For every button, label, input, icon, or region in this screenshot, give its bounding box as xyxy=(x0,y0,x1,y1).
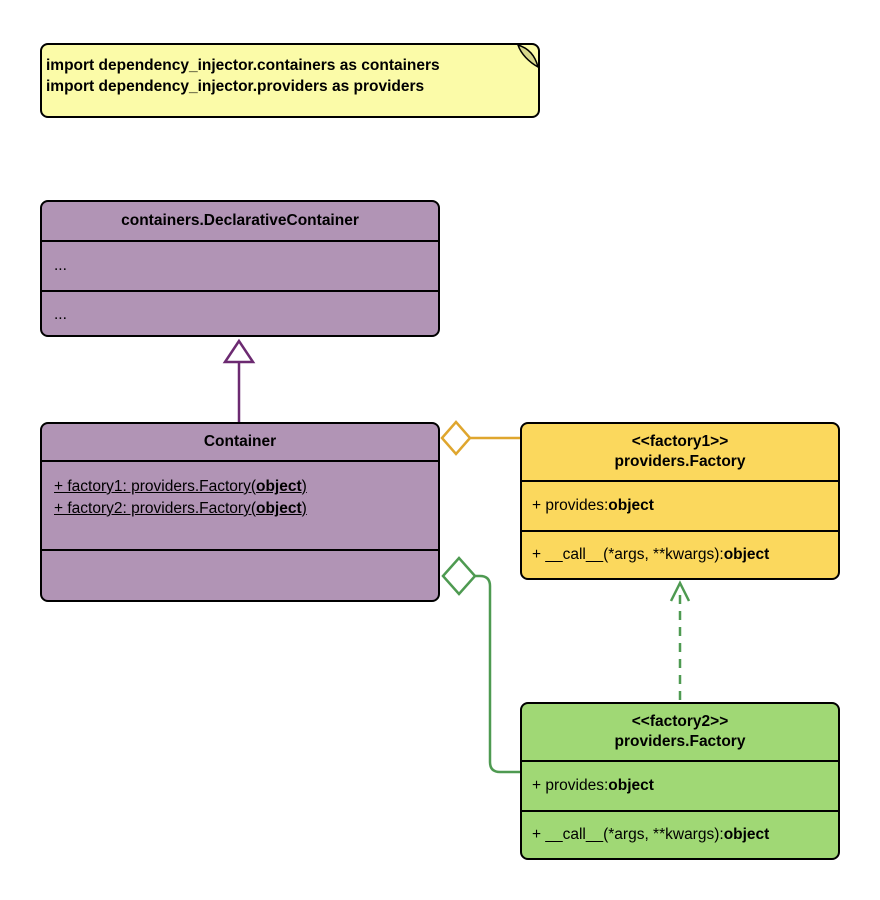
class-methods-empty xyxy=(42,549,438,600)
stereotype-label: <<factory2>> xyxy=(631,713,729,730)
class-name-label: providers.Factory xyxy=(614,733,746,750)
class-title: containers.DeclarativeContainer xyxy=(121,212,359,229)
class-factory2 xyxy=(520,702,840,860)
class-factory1 xyxy=(520,422,840,580)
class-attributes-placeholder: ... xyxy=(42,240,438,290)
note-imports xyxy=(40,43,540,118)
note-import-line-2: import dependency_injector.providers as providers xyxy=(46,78,425,95)
class-container xyxy=(40,422,440,602)
attribute-factory2: + factory2: providers.Factory(object) xyxy=(54,500,307,517)
aggregation-factory2-line xyxy=(475,576,520,772)
aggregation-factory2-diamond-icon xyxy=(443,558,475,594)
inheritance-triangle-icon xyxy=(225,341,253,362)
class-title xyxy=(522,704,838,760)
note-fold-icon xyxy=(516,44,542,70)
class-name-label: providers.Factory xyxy=(614,453,746,470)
attribute-provides: + provides: object xyxy=(522,760,838,810)
class-methods-placeholder: ... xyxy=(42,290,438,337)
method-call: + __call__(*args, **kwargs): object xyxy=(522,530,838,578)
attribute-factory1: + factory1: providers.Factory(object) xyxy=(54,478,307,495)
class-attributes xyxy=(42,460,438,549)
stereotype-label: <<factory1>> xyxy=(631,433,729,450)
note-import-line-1: import dependency_injector.containers as containers xyxy=(46,57,440,74)
method-call: + __call__(*args, **kwargs): object xyxy=(522,810,838,858)
attribute-provides: + provides: object xyxy=(522,480,838,530)
class-title xyxy=(522,424,838,480)
aggregation-factory1-diamond-icon xyxy=(442,422,470,454)
class-title: Container xyxy=(203,433,277,450)
class-declarative-container xyxy=(40,200,440,337)
